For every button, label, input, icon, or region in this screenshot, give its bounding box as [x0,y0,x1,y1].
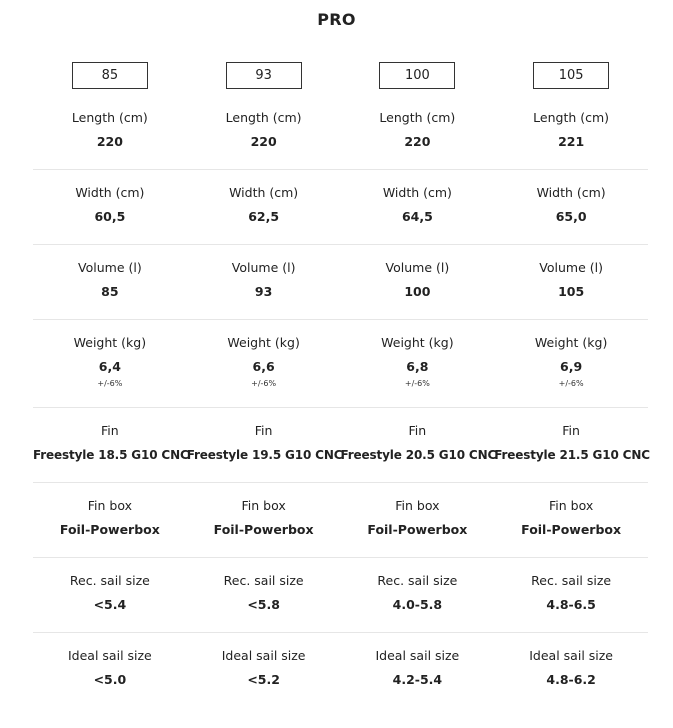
ideal-sail-size-value: <5.0 [93,672,127,687]
volume-label: Volume (l) [385,260,450,275]
fin-value: Freestyle 19.5 G10 CNC [186,448,343,462]
ideal-sail-size-cell [494,647,648,689]
weight-label: Weight (kg) [73,335,147,350]
ideal-sail-size-cell [341,647,495,689]
ideal-sail-size-value: <5.2 [247,672,280,687]
weight-label: Weight (kg) [381,335,454,350]
length-row [33,109,648,170]
volume-value: 100 [404,284,431,299]
fin-box-label: Fin box [241,498,286,513]
fin-label: Fin [101,423,119,438]
width-value: 64,5 [401,209,433,224]
length-label: Length (cm) [533,110,610,125]
volume-label: Volume (l) [539,260,603,275]
rec-sail-size-label: Rec. sail size [69,573,150,588]
length-label: Length (cm) [379,110,456,125]
fin-box-value: Foil-Powerbox [59,522,160,537]
weight-value: 6,6 [252,359,275,374]
weight-row [33,320,648,408]
rec-sail-size-label: Rec. sail size [531,573,612,588]
spec-table [33,62,648,707]
volume-value: 93 [254,284,273,299]
width-cell [33,184,187,226]
weight-value: 6,9 [560,359,583,374]
width-cell [187,184,341,226]
fin-box-cell [494,497,648,539]
width-value: 60,5 [94,209,126,224]
volume-cell [33,259,187,301]
fin-cell [494,422,648,464]
weight-tolerance-note: +/-6% [558,379,584,388]
width-cell [494,184,648,226]
width-label: Width (cm) [536,185,606,200]
length-label: Length (cm) [225,110,302,125]
length-label: Length (cm) [71,110,148,125]
fin-box-label: Fin box [87,498,132,513]
size-box-2[interactable]: 93 [226,62,302,89]
fin-box-row [33,483,648,558]
size-box-4[interactable]: 105 [533,62,609,89]
ideal-sail-size-label: Ideal sail size [68,648,152,663]
rec-sail-size-label: Rec. sail size [377,573,458,588]
fin-value: Freestyle 18.5 G10 CNC [33,448,189,462]
fin-box-label: Fin box [549,498,594,513]
rec-sail-size-value: 4.8-6.5 [546,597,596,612]
weight-value: 6,8 [406,359,429,374]
ideal-sail-size-label: Ideal sail size [375,648,460,663]
weight-cell [33,334,187,389]
ideal-sail-size-value: 4.2-5.4 [392,672,443,687]
width-row [33,170,648,245]
fin-box-cell [187,497,341,539]
fin-value: Freestyle 21.5 G10 CNC [494,448,650,462]
size-box-3[interactable]: 100 [379,62,455,89]
fin-box-value: Foil-Powerbox [367,522,468,537]
page-title: PRO [317,10,356,29]
width-cell [341,184,495,226]
length-cell [494,109,648,151]
rec-sail-size-value: 4.0-5.8 [392,597,443,612]
length-value: 220 [404,134,431,149]
rec-sail-size-value: <5.4 [93,597,127,612]
fin-box-cell [341,497,495,539]
rec-sail-size-value: <5.8 [247,597,280,612]
length-cell [187,109,341,151]
rec-sail-size-row [33,558,648,633]
size-column-3 [341,62,495,109]
length-value: 221 [558,134,585,149]
volume-cell [494,259,648,301]
ideal-sail-size-row [33,633,648,707]
fin-box-label: Fin box [395,498,440,513]
length-cell [341,109,495,151]
width-label: Width (cm) [75,185,145,200]
weight-cell [494,334,648,389]
weight-tolerance-note: +/-6% [404,379,430,388]
length-value: 220 [96,134,123,149]
weight-tolerance-note: +/-6% [251,379,277,388]
length-cell [33,109,187,151]
fin-box-value: Foil-Powerbox [521,522,622,537]
volume-label: Volume (l) [231,260,296,275]
width-label: Width (cm) [229,185,299,200]
ideal-sail-size-cell [187,647,341,689]
width-value: 65,0 [555,209,587,224]
ideal-sail-size-cell [33,647,187,689]
ideal-sail-size-label: Ideal sail size [529,648,613,663]
weight-label: Weight (kg) [534,335,608,350]
ideal-sail-size-label: Ideal sail size [221,648,306,663]
weight-cell [187,334,341,389]
rec-sail-size-cell [187,572,341,614]
size-column-4 [494,62,648,109]
rec-sail-size-cell [33,572,187,614]
ideal-sail-size-value: 4.8-6.2 [546,672,596,687]
fin-cell [187,422,341,464]
width-label: Width (cm) [382,185,452,200]
weight-tolerance-note: +/-6% [97,379,123,388]
fin-row [33,408,648,483]
volume-label: Volume (l) [78,260,142,275]
fin-label: Fin [562,423,580,438]
fin-value: Freestyle 20.5 G10 CNC [340,448,497,462]
fin-cell [341,422,495,464]
volume-cell [187,259,341,301]
width-value: 62,5 [248,209,280,224]
rec-sail-size-label: Rec. sail size [223,573,304,588]
weight-label: Weight (kg) [227,335,300,350]
volume-value: 105 [558,284,585,299]
volume-row [33,245,648,320]
fin-box-cell [33,497,187,539]
volume-value: 85 [101,284,119,299]
weight-cell [341,334,495,389]
size-column-2 [187,62,341,109]
size-box-1[interactable]: 85 [72,62,148,89]
fin-box-value: Foil-Powerbox [213,522,314,537]
fin-cell [33,422,187,464]
fin-label: Fin [254,423,273,438]
weight-value: 6,4 [98,359,121,374]
volume-cell [341,259,495,301]
size-row [33,62,648,109]
fin-label: Fin [408,423,427,438]
size-column-1 [33,62,187,109]
rec-sail-size-cell [494,572,648,614]
rec-sail-size-cell [341,572,495,614]
length-value: 220 [250,134,277,149]
